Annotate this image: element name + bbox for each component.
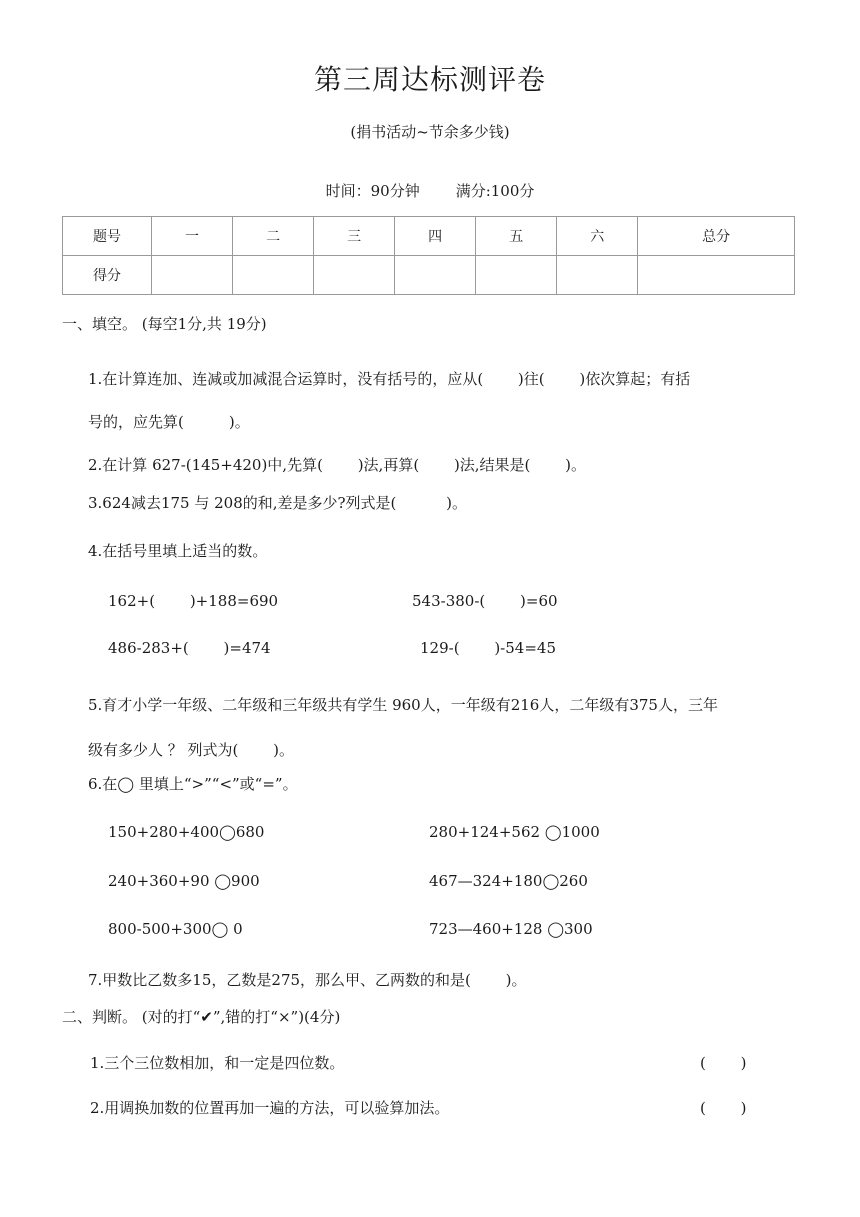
q6-item: 800-500+300◯ 0 — [108, 920, 243, 938]
q4-item: 543-380-( )=60 — [412, 592, 558, 610]
q4-item: 486-283+( )=474 — [108, 639, 271, 657]
section1-heading: 一、填空。 (每空1分,共 19分) — [62, 315, 267, 333]
q6-item: 150+280+400◯680 — [108, 823, 265, 841]
header-cell: 二 — [233, 217, 314, 256]
question-5-line2: 级有多少人 ？ 列式为( )。 — [88, 741, 295, 759]
q6-item: 467—324+180◯260 — [429, 872, 588, 890]
header-cell: 总分 — [638, 217, 795, 256]
question-3: 3.624减去175 与 208的和,差是多少?列式是( )。 — [88, 494, 468, 512]
question-1-line1: 1.在计算连加、连减或加减混合运算时，没有括号的，应从( )往( )依次算起；有括 — [88, 370, 691, 388]
score-cell[interactable] — [476, 256, 557, 295]
time-limit: 时间：90分钟 — [325, 182, 420, 200]
score-cell[interactable] — [557, 256, 638, 295]
judge-item-1: 1.三个三位数相加，和一定是四位数。 — [90, 1054, 345, 1072]
header-cell: 五 — [476, 217, 557, 256]
question-1-line2: 号的，应先算( )。 — [88, 413, 250, 431]
exam-info — [0, 180, 860, 201]
score-cell[interactable] — [233, 256, 314, 295]
q4-item: 129-( )-54=45 — [420, 639, 556, 657]
header-cell: 题号 — [63, 217, 152, 256]
question-2: 2.在计算 627-(145+420)中,先算( )法,再算( )法,结果是( )。 — [88, 456, 587, 474]
row-label: 得分 — [63, 256, 152, 295]
q6-item: 240+360+90 ◯900 — [108, 872, 260, 890]
score-table-score-row — [63, 256, 795, 295]
header-cell: 六 — [557, 217, 638, 256]
header-cell: 四 — [395, 217, 476, 256]
question-4: 4.在括号里填上适当的数。 — [88, 542, 268, 560]
score-cell[interactable] — [395, 256, 476, 295]
question-6: 6.在◯ 里填上“>”“<”或“=”。 — [88, 775, 298, 793]
section2-heading: 二、判断。 (对的打“✔”,错的打“×”)(4分) — [62, 1008, 341, 1026]
score-table — [62, 216, 795, 295]
score-cell[interactable] — [638, 256, 795, 295]
question-7: 7.甲数比乙数多15，乙数是275，那么甲、乙两数的和是( )。 — [88, 971, 527, 989]
judge-bracket-2[interactable]: ( ) — [700, 1099, 747, 1117]
score-cell[interactable] — [152, 256, 233, 295]
score-table-header-row — [63, 217, 795, 256]
judge-item-2: 2.用调换加数的位置再加一遍的方法，可以验算加法。 — [90, 1099, 450, 1117]
score-cell[interactable] — [314, 256, 395, 295]
header-cell: 三 — [314, 217, 395, 256]
q4-item: 162+( )+188=690 — [108, 592, 279, 610]
q6-item: 723—460+128 ◯300 — [429, 920, 593, 938]
question-5-line1: 5.育才小学一年级、二年级和三年级共有学生 960人，一年级有216人，二年级有375人，三年 — [88, 696, 718, 714]
full-score: 满分:100分 — [455, 182, 535, 200]
judge-bracket-1[interactable]: ( ) — [700, 1054, 747, 1072]
header-cell: 一 — [152, 217, 233, 256]
q6-item: 280+124+562 ◯1000 — [429, 823, 600, 841]
page-subtitle: (捐书活动~节余多少钱) — [350, 123, 510, 141]
page-title: 第三周达标测评卷 — [313, 63, 546, 96]
